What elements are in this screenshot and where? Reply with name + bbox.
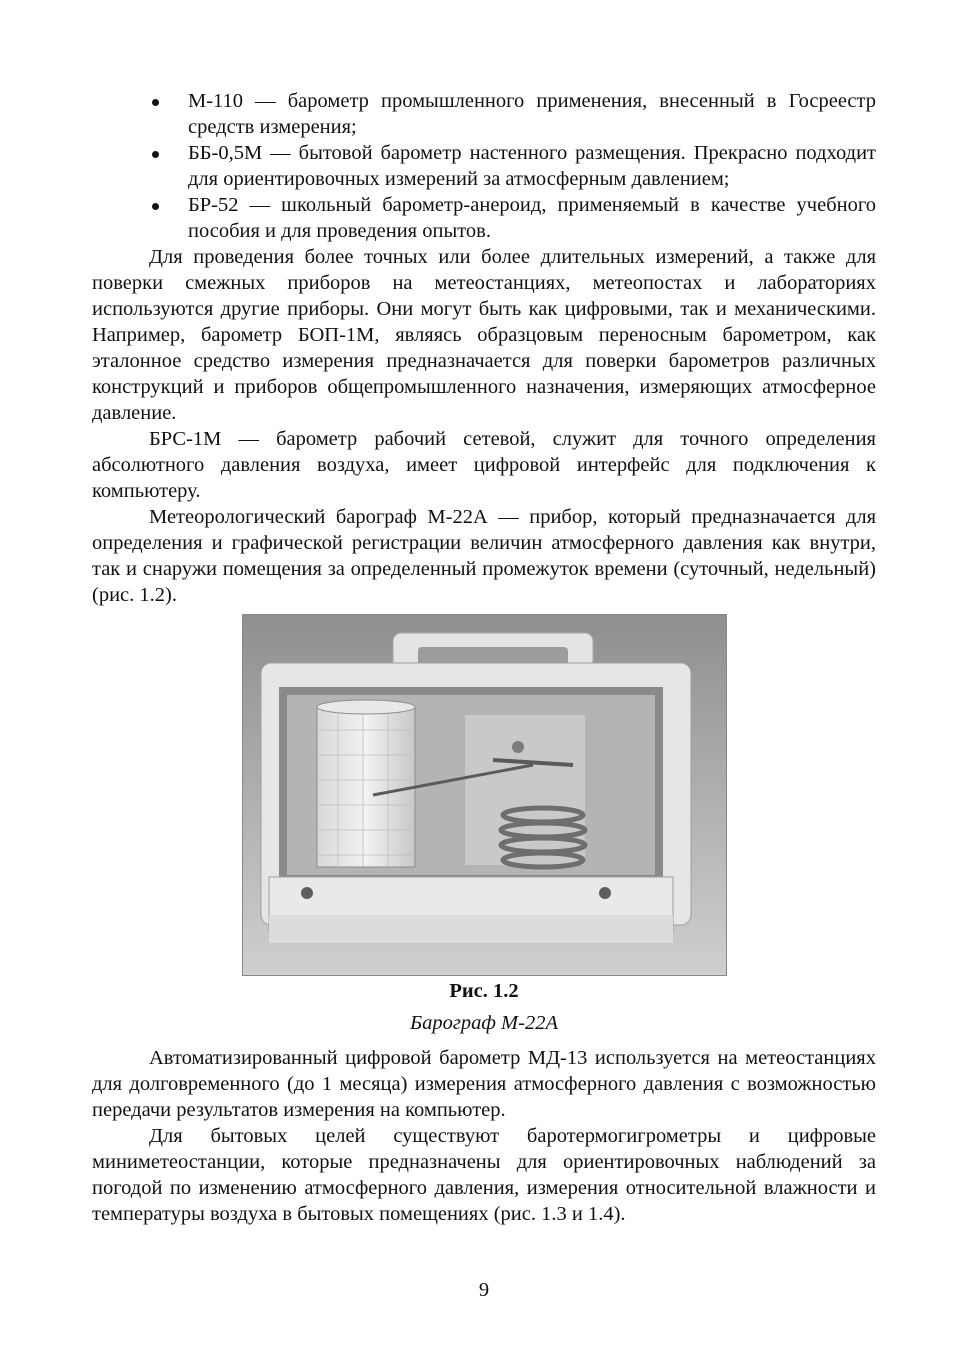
paragraph: БРС-1М — барометр рабочий сетевой, служит для точного определения абсолютного давления воздуха, имеет цифровой интерфейс для подключения к компьютеру. xyxy=(92,428,876,502)
list-item: М-110 — барометр промышленного применения, внесенный в Госреестр средств измерения; xyxy=(92,88,876,140)
paragraph: Автоматизированный цифровой барометр МД-13 используется на метеостанциях для долговременного (до 1 месяца) измерения атмосферного давления с возможностью передачи результатов измерения на компьютер. xyxy=(92,1047,876,1121)
paragraph: Для проведения более точных или более длительных измерений, а также для поверки смежных приборов на метеостанциях, метеопостах и лабораториях используются другие приборы. Они могут быть как цифровыми, так и механическими. Например, барометр БОП-1М, являясь образцовым переносным барометром, как эталонное средство измерения предназначается для поверки барометров различных конструкций и приборов общепромышленного назначения, измеряющих атмосферное давление. xyxy=(92,246,876,424)
page-content xyxy=(92,88,876,1227)
bullet-icon xyxy=(152,151,159,158)
page-number: 9 xyxy=(478,1279,490,1301)
figure-label: Рис. 1.2 xyxy=(449,980,519,1002)
paragraph: Метеорологический барограф М-22А — прибор, который предназначается для определения и графической регистрации величин атмосферного давления как внутри, так и снаружи помещения за определенный промежуток времени (суточный, недельный) (рис. 1.2). xyxy=(92,506,876,606)
bullet-list xyxy=(92,88,876,244)
list-item: БР-52 — школьный барометр-анероид, применяемый в качестве учебного пособия и для проведения опытов. xyxy=(92,192,876,244)
figure xyxy=(92,614,876,976)
list-item: ББ-0,5М — бытовой барометр настенного размещения. Прекрасно подходит для ориентировочных измерений за атмосферным давлением; xyxy=(92,140,876,192)
figure-caption: Барограф М-22А xyxy=(410,1012,558,1034)
bullet-icon xyxy=(152,99,159,106)
bullet-icon xyxy=(152,203,159,210)
paragraph: Для бытовых целей существуют баротермогигрометры и цифровые миниметеостанции, которые предназначены для ориентировочных наблюдений за погодой по изменению атмосферного давления, измерения относительной влажности и температуры воздуха в бытовых помещениях (рис. 1.3 и 1.4). xyxy=(92,1125,876,1225)
barograph-photo xyxy=(242,614,727,976)
